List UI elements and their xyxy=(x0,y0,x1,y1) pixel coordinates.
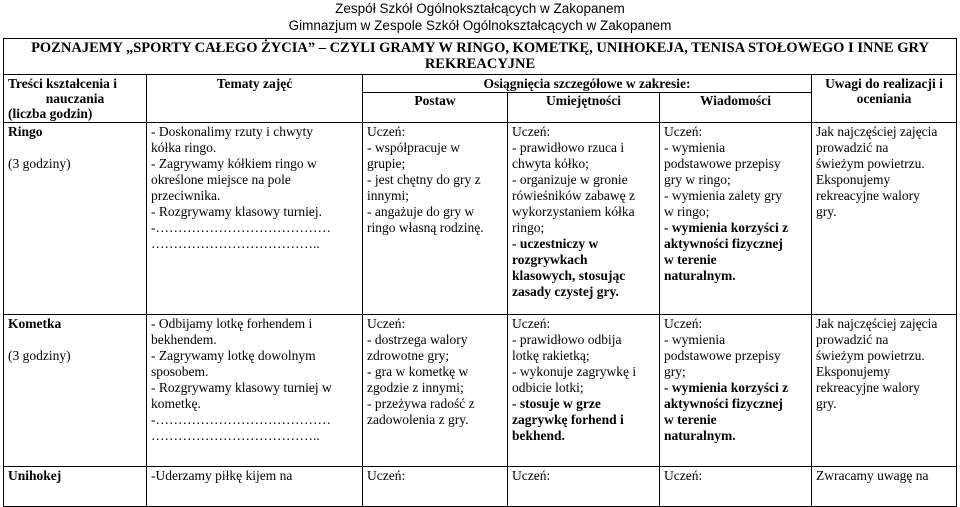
cell-line: Eksponujemy xyxy=(816,364,891,379)
cell-line: podstawowe przepisy xyxy=(664,156,781,171)
header-tresci-line: Treści kształcenia i xyxy=(8,76,117,91)
cell-line: Uczeń: xyxy=(367,124,406,139)
cell-line: - wymienia zalety gry xyxy=(664,188,783,203)
cell-line: - gra w kometkę w xyxy=(367,364,469,379)
cell-line: - wykonuje zagrywkę i xyxy=(512,364,637,379)
header-uwagi-line: oceniania xyxy=(856,91,912,106)
curriculum-table xyxy=(3,38,957,507)
cell-line: Eksponujemy xyxy=(816,172,891,187)
row-postaw xyxy=(363,467,508,507)
header-tematy: Tematy zajęć xyxy=(147,75,363,123)
subheader-umiejetnosci: Umiejętności xyxy=(508,93,660,123)
row-uwagi xyxy=(812,123,957,315)
row-topic-hours: (3 godziny) xyxy=(8,348,71,363)
cell-line-bold: klasowych, stosując xyxy=(512,268,626,283)
cell-line-bold: naturalnym. xyxy=(664,428,736,443)
cell-line: - współpracuje w xyxy=(367,140,460,155)
row-wiadomosci xyxy=(660,467,812,507)
table-row xyxy=(4,123,957,315)
cell-line: Uczeń: xyxy=(367,468,406,483)
row-topic-name: Kometka xyxy=(8,316,62,331)
cell-line-bold: aktywności fizycznej xyxy=(664,396,783,411)
cell-line: gry; xyxy=(664,364,686,379)
header-tresci-line: (liczba godzin) xyxy=(8,106,93,121)
cell-line: prowadzić na xyxy=(816,140,889,155)
cell-line: - jest chętny do gry z xyxy=(367,172,481,187)
cell-line: ringo; xyxy=(512,220,545,235)
cell-line: lotkę rakietką; xyxy=(512,348,590,363)
row-topic xyxy=(4,123,147,315)
cell-line: w ringo; xyxy=(664,204,710,219)
cell-line: Jak najczęściej zajęcia xyxy=(816,316,938,331)
row-tematy xyxy=(147,467,363,507)
cell-line-bold: - uczestniczy w xyxy=(512,236,599,251)
cell-line: - wymienia xyxy=(664,332,726,347)
cell-line: kometkę. xyxy=(151,396,201,411)
row-umiejetnosci xyxy=(508,123,660,315)
table-title-row xyxy=(4,39,957,75)
table-row xyxy=(4,315,957,467)
cell-line: - Rozgrywamy klasowy turniej w xyxy=(151,380,332,395)
cell-line: - Zagrywamy lotkę dowolnym xyxy=(151,348,316,363)
cell-line: - angażuje do gry w xyxy=(367,204,475,219)
row-topic-name: Ringo xyxy=(8,124,43,139)
cell-line: - przeżywa radość z xyxy=(367,396,475,411)
cell-line: zadowolenia z gry. xyxy=(367,412,469,427)
cell-line: zdrowotne gry; xyxy=(367,348,450,363)
cell-line-bold: zagrywkę forhend i xyxy=(512,412,624,427)
row-wiadomosci xyxy=(660,315,812,467)
row-topic-hours: (3 godziny) xyxy=(8,156,71,171)
cell-line: Uczeń: xyxy=(512,124,551,139)
cell-line: -………………………………… xyxy=(151,412,331,427)
subheader-postaw: Postaw xyxy=(363,93,508,123)
row-postaw xyxy=(363,315,508,467)
cell-line: świeżym powietrzu. xyxy=(816,348,925,363)
cell-line: bekhendem. xyxy=(151,332,217,347)
cell-line-bold: bekhend. xyxy=(512,428,565,443)
cell-line: Uczeń: xyxy=(664,124,703,139)
row-uwagi xyxy=(812,467,957,507)
cell-line-bold: zasady czystej gry. xyxy=(512,284,619,299)
cell-line: - prawidłowo rzuca i xyxy=(512,140,625,155)
header-osiagniecia: Osiągnięcia szczegółowe w zakresie: xyxy=(363,75,812,93)
header-tresci-line: nauczania xyxy=(45,91,105,106)
cell-line: kółka ringo. xyxy=(151,140,217,155)
cell-line: gry. xyxy=(816,204,837,219)
subheader-wiadomosci: Wiadomości xyxy=(660,93,812,123)
cell-line: podstawowe przepisy xyxy=(664,348,781,363)
column-header-row xyxy=(4,75,957,93)
cell-line: rekreacyjne walory xyxy=(816,188,920,203)
cell-line: Zwracamy uwagę na xyxy=(816,468,929,483)
cell-line: - wymienia xyxy=(664,140,726,155)
cell-line: - Rozgrywamy klasowy turniej. xyxy=(151,204,322,219)
cell-line: gry w ringo; xyxy=(664,172,731,187)
cell-line: - organizuje w gronie xyxy=(512,172,628,187)
cell-line-bold: naturalnym. xyxy=(664,268,736,283)
header-uwagi xyxy=(812,75,957,123)
cell-line: prowadzić na xyxy=(816,332,889,347)
cell-line: sposobem. xyxy=(151,364,209,379)
cell-line: Uczeń: xyxy=(664,316,703,331)
row-umiejetnosci xyxy=(508,315,660,467)
table-row xyxy=(4,467,957,507)
cell-line: -………………………………… xyxy=(151,220,331,235)
row-topic-name: Unihokej xyxy=(8,468,62,483)
cell-line: określone miejsce na pole xyxy=(151,172,291,187)
cell-line: chwyta kółko; xyxy=(512,156,589,171)
table-title-line-1: POZNAJEMY „SPORTY CAŁEGO ŻYCIA” – CZYLI GRAMY W RINGO, KOMETKĘ, UNIHOKEJA, TENISA STOŁOWEGO I INNE GRY xyxy=(31,40,929,56)
cell-line: Uczeń: xyxy=(512,468,551,483)
cell-line-bold: - wymienia korzyści z xyxy=(664,220,789,235)
cell-line: Uczeń: xyxy=(512,316,551,331)
row-topic xyxy=(4,467,147,507)
cell-line: innymi; xyxy=(367,188,410,203)
row-uwagi xyxy=(812,315,957,467)
cell-line: - prawidłowo odbija xyxy=(512,332,622,347)
cell-line-bold: aktywności fizycznej xyxy=(664,236,783,251)
cell-line: gry. xyxy=(816,396,837,411)
cell-line: - dostrzega walory xyxy=(367,332,468,347)
cell-line-bold: w terenie xyxy=(664,252,717,267)
cell-line: rówieśników zabawę z xyxy=(512,188,635,203)
cell-line: grupie; xyxy=(367,156,406,171)
cell-line: Uczeń: xyxy=(664,468,703,483)
row-tematy xyxy=(147,315,363,467)
table-title xyxy=(4,39,957,75)
row-umiejetnosci xyxy=(508,467,660,507)
header-line-1: Zespół Szkół Ogólnokształcących w Zakopanem xyxy=(335,1,625,16)
cell-line: ……………………………….. xyxy=(151,428,320,443)
cell-line: Uczeń: xyxy=(367,316,406,331)
row-wiadomosci xyxy=(660,123,812,315)
cell-line: wykorzystaniem kółka xyxy=(512,204,635,219)
cell-line: ringo własną rodzinę. xyxy=(367,220,484,235)
cell-line: zgodzie z innymi; xyxy=(367,380,464,395)
cell-line: przeciwnika. xyxy=(151,188,221,203)
cell-line-bold: rozgrywkach xyxy=(512,252,588,267)
table-title-line-2: REKREACYJNE xyxy=(424,56,536,72)
cell-line: - Zagrywamy kółkiem ringo w xyxy=(151,156,317,171)
cell-line: rekreacyjne walory xyxy=(816,380,920,395)
cell-line: -Uderzamy piłkę kijem na xyxy=(151,468,293,483)
cell-line: Jak najczęściej zajęcia xyxy=(816,124,938,139)
cell-line-bold: w terenie xyxy=(664,412,717,427)
page-header xyxy=(0,0,960,34)
cell-line-bold: - stosuje w grze xyxy=(512,396,601,411)
header-uwagi-line: Uwagi do realizacji i xyxy=(825,76,943,91)
cell-line: ……………………………….. xyxy=(151,236,320,251)
cell-line: - Odbijamy lotkę forhendem i xyxy=(151,316,313,331)
cell-line: odbicie lotki; xyxy=(512,380,584,395)
cell-line-bold: - wymienia korzyści z xyxy=(664,380,789,395)
header-line-2: Gimnazjum w Zespole Szkół Ogólnokształcących w Zakopanem xyxy=(288,18,672,33)
row-topic xyxy=(4,315,147,467)
row-postaw xyxy=(363,123,508,315)
row-tematy xyxy=(147,123,363,315)
header-tresci xyxy=(4,75,147,123)
cell-line: - Doskonalimy rzuty i chwyty xyxy=(151,124,313,139)
cell-line: świeżym powietrzu. xyxy=(816,156,925,171)
